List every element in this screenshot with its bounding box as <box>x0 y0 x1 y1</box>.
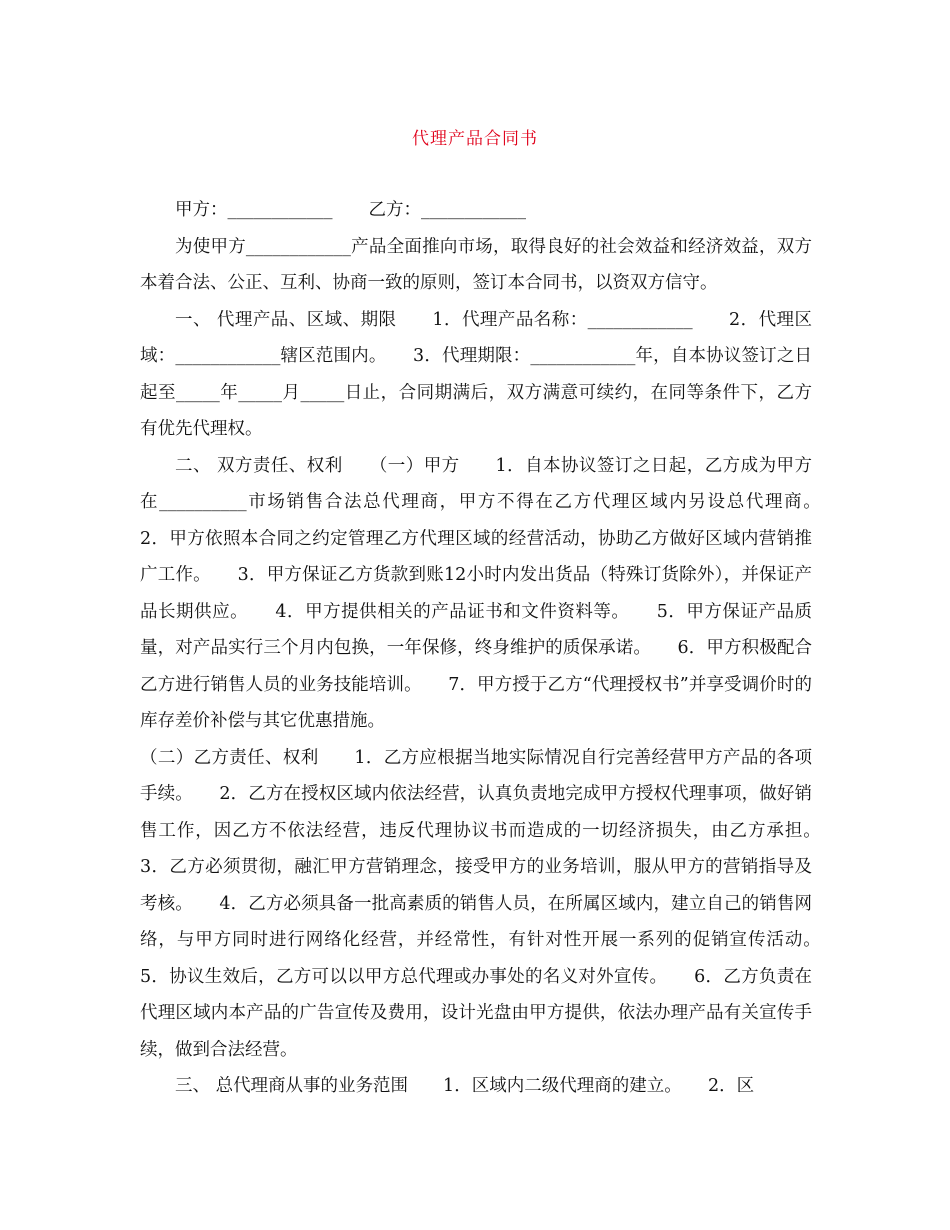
section-3-paragraph: 三、 总代理商从事的业务范围 1．区域内二级代理商的建立。 2．区 <box>175 1076 755 1096</box>
document-body <box>140 192 847 1105</box>
section-2-paragraph: 二、 双方责任、权利 （一）甲方 1．自本协议签订之日起，乙方成为甲方在__________市场销售合法总代理商，甲方不得在乙方代理区域内另设总代理商。 2．甲方依照本合同之约定管理乙方代理区域的经营活动，协助乙方做好区域内营销推广工作。 3．甲方保证乙方货款到账12小时内发出货品（特殊订货除外），并保证产品长期供应。 4．甲方提供相关的产品证书和文件资料等。 5．甲方保证产品质量，对产品实行三个月内包换，一年保修，终身维护的质保承诺。 6．甲方积极配合乙方进行销售人员的业务技能培训。 7．甲方授于乙方“代理授权书”并享受调价时的库存差价补偿与其它优惠措施。 <box>140 455 847 731</box>
party-b-field: 乙方：____________ <box>368 200 526 220</box>
parties-line <box>140 192 812 229</box>
document-title: 代理产品合同书 <box>412 129 538 149</box>
section-1-paragraph: 一、 代理产品、区域、期限 1．代理产品名称：____________ 2．代理区域：____________辖区范围内。 3．代理期限：____________年，自本协议签订之日起至_____年_____月_____日止，合同期满后，双方满意可续约，在同等条件下，乙方有优先代理权。 <box>140 309 812 439</box>
section-2b-paragraph: （二）乙方责任、权利 1．乙方应根据当地实际情况自行完善经营甲方产品的各项手续。 2．乙方在授权区域内依法经营，认真负责地完成甲方授权代理事项，做好销售工作，因乙方不依法经营，违反代理协议书而造成的一切经济损失，由乙方承担。 3．乙方必须贯彻，融汇甲方营销理念，接受甲方的业务培训，服从甲方的营销指导及考核。 4．乙方必须具备一批高素质的销售人员，在所属区域内，建立自己的销售网络，与甲方同时进行网络化经营，并经常性，有针对性开展一系列的促销宣传活动。 5．协议生效后，乙方可以以甲方总代理或办事处的名义对外宣传。 6．乙方负责在代理区域内本产品的广告宣传及费用，设计光盘由甲方提供，依法办理产品有关宣传手续，做到合法经营。 <box>140 747 847 1060</box>
party-a-field: 甲方：____________ <box>175 200 333 220</box>
preamble-paragraph: 为使甲方____________产品全面推向市场，取得良好的社会效益和经济效益，双方本着合法、公正、互利、协商一致的原则，签订本合同书，以资双方信守。 <box>140 236 812 293</box>
